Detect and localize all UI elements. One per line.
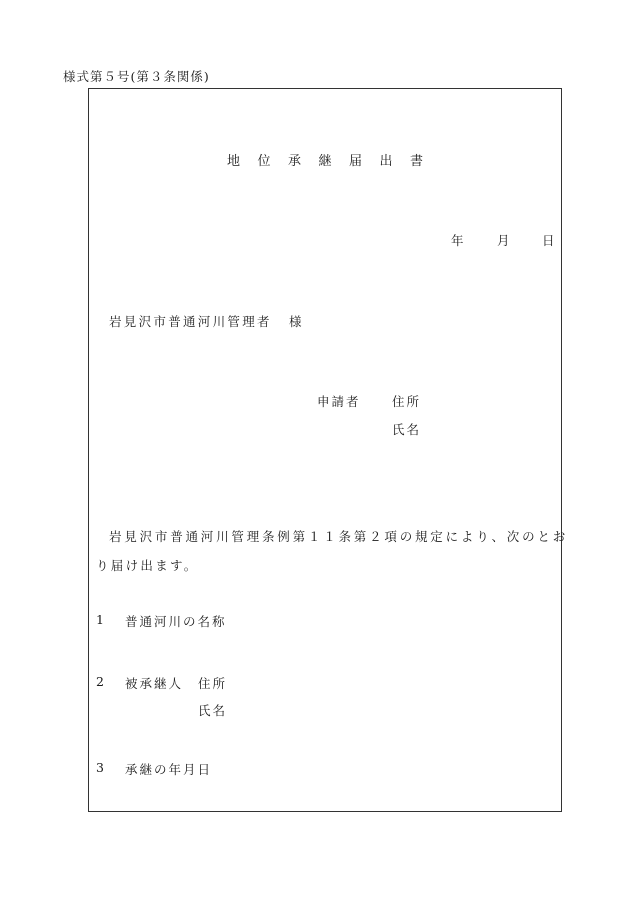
applicant-name-label: 氏名 (392, 422, 422, 437)
item-3-number: 3 (96, 760, 104, 775)
document-title: 地位承継届出書 (227, 154, 441, 169)
item-1-river-name-label: 普通河川の名称 (125, 614, 227, 629)
addressee-honorific: 様 (289, 314, 302, 329)
item-1-number: 1 (96, 612, 104, 627)
item-2-number: 2 (96, 674, 104, 689)
predecessor-name-label: 氏名 (198, 703, 228, 718)
date-day-label: 日 (542, 233, 555, 248)
date-month-label: 月 (497, 233, 510, 248)
form-frame (88, 88, 562, 812)
date-year-label: 年 (451, 233, 464, 248)
predecessor-address-label: 住所 (198, 676, 228, 691)
form-number-label: 様式第５号(第３条関係) (63, 69, 210, 84)
addressee-name: 岩見沢市普通河川管理者 (109, 314, 272, 329)
applicant-label: 申請者 (317, 394, 361, 409)
applicant-address-label: 住所 (392, 394, 422, 409)
item-3-succession-date-label: 承継の年月日 (125, 762, 213, 777)
body-text-line-2: り届け出ます。 (96, 558, 199, 573)
item-2-predecessor-label: 被承継人 (125, 676, 184, 691)
body-text-line-1: 岩見沢市普通河川管理条例第１１条第２項の規定により、次のとお (109, 529, 569, 544)
